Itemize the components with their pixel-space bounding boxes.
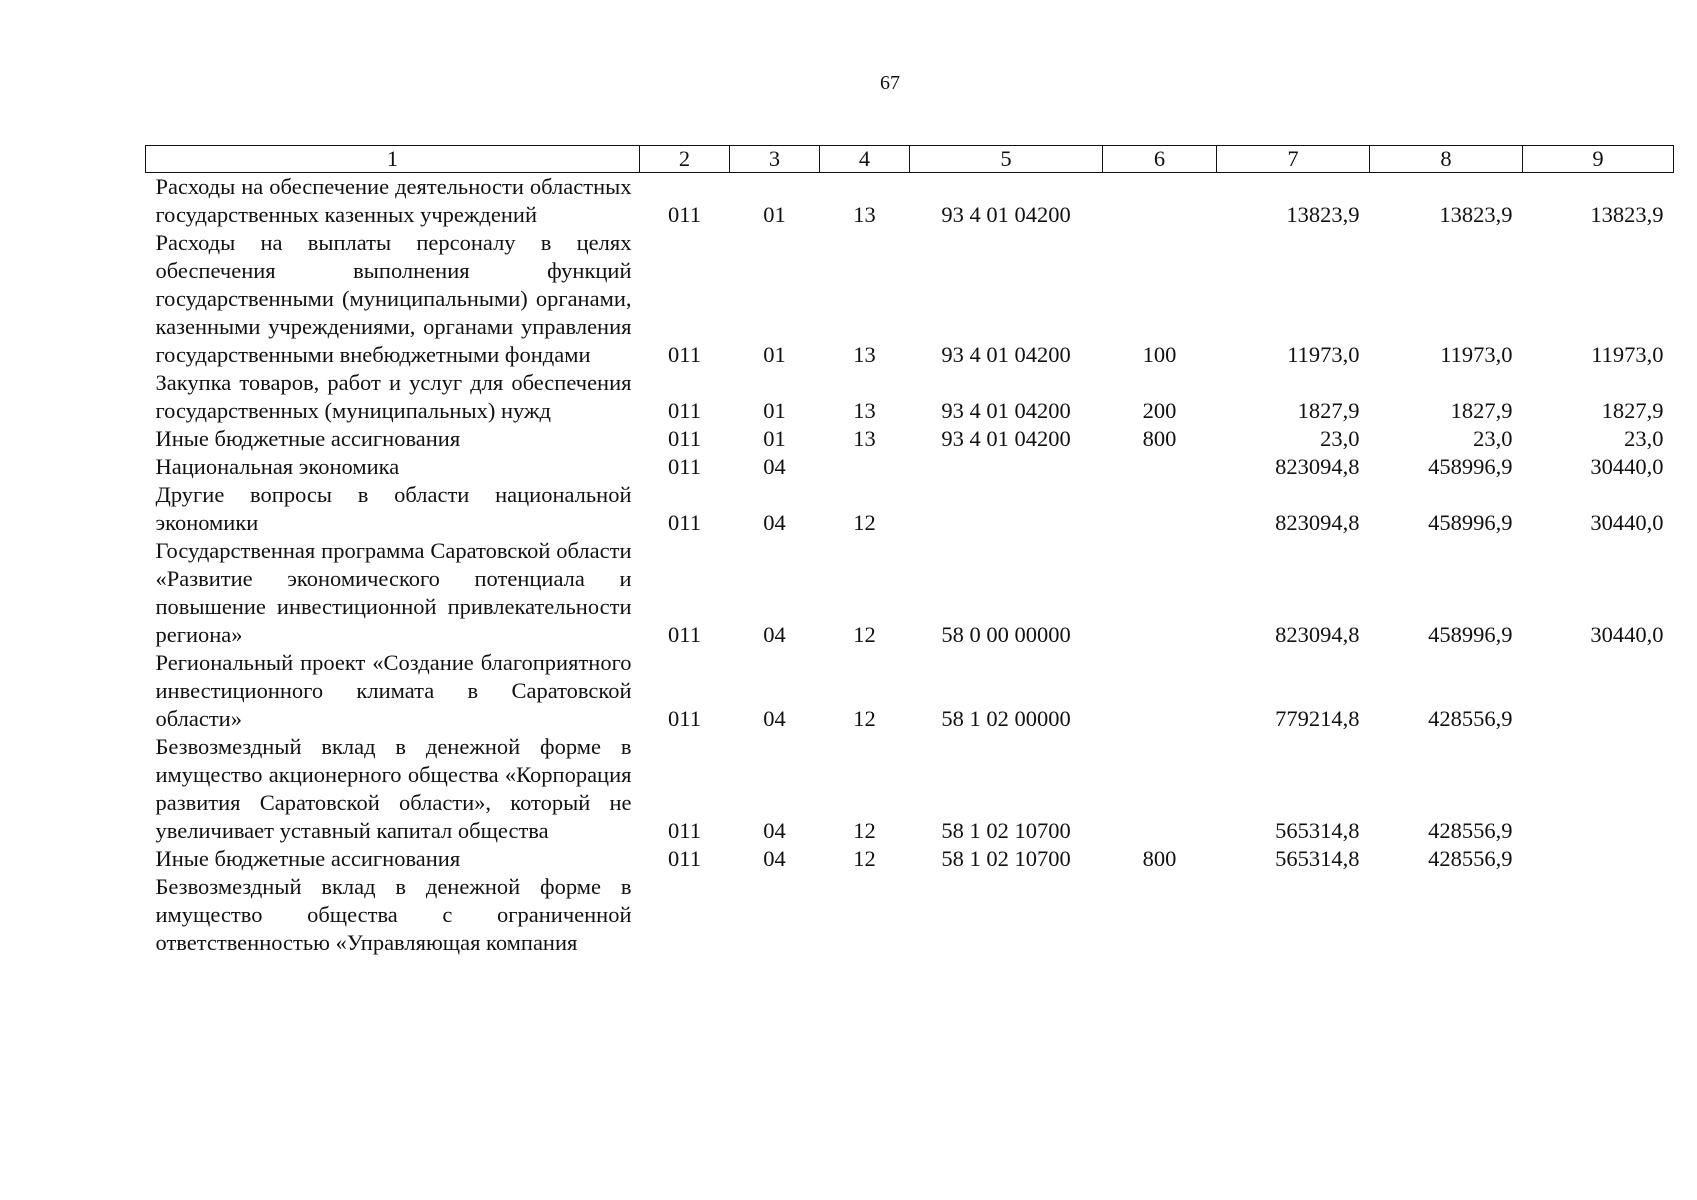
row-description: Расходы на обеспечение деятельности областных государственных казенных учреждений (155, 174, 632, 227)
row-description: Закупка товаров, работ и услуг для обеспечения государственных (муниципальных) нужд (155, 370, 632, 423)
cell-amount-year2: 458996,9 (1428, 622, 1513, 647)
cell-expense-type (1103, 733, 1217, 845)
cell-subsection: 13 (853, 202, 876, 227)
cell-amount-year3 (1523, 733, 1674, 845)
cell-target-article: 58 1 02 00000 (941, 706, 1071, 731)
cell-subsection: 12 (853, 818, 876, 843)
cell-expense-type (1103, 537, 1217, 649)
cell-amount-year3: 30440,0 (1590, 622, 1664, 647)
cell-section (730, 873, 820, 957)
cell-expense-type (1103, 173, 1217, 230)
cell-amount-year2: 458996,9 (1428, 454, 1513, 479)
cell-subsection: 12 (853, 510, 876, 535)
cell-amount-year3 (1523, 845, 1674, 873)
row-description: Региональный проект «Создание благоприятного инвестиционного климата в Саратовской области» (155, 650, 632, 731)
budget-table (145, 145, 1674, 957)
row-description: Государственная программа Саратовской области «Развитие экономического потенциала и повышение инвестиционной привлекательности региона» (155, 538, 632, 647)
header-cell: 7 (1217, 146, 1370, 173)
table-row (146, 453, 1674, 481)
cell-ministry-code: 011 (668, 818, 701, 843)
table-row (146, 845, 1674, 873)
cell-amount-year1: 823094,8 (1275, 622, 1360, 647)
cell-ministry-code: 011 (668, 510, 701, 535)
cell-expense-type (1103, 453, 1217, 481)
cell-target-article: 58 1 02 10700 (941, 818, 1071, 843)
cell-target-article (910, 453, 1103, 481)
table-row (146, 425, 1674, 453)
cell-amount-year3: 11973,0 (1591, 342, 1664, 367)
cell-section: 01 (763, 398, 786, 423)
table-row (146, 481, 1674, 537)
row-description: Другие вопросы в области национальной экономики (155, 482, 632, 535)
header-cell: 4 (820, 146, 910, 173)
page-number: 67 (880, 72, 900, 94)
cell-amount-year1: 1827,9 (1297, 398, 1360, 423)
cell-ministry-code: 011 (668, 398, 701, 423)
cell-amount-year2: 13823,9 (1439, 202, 1513, 227)
cell-expense-type: 200 (1142, 398, 1177, 423)
cell-expense-type (1103, 873, 1217, 957)
cell-section: 04 (763, 622, 786, 647)
cell-amount-year1: 565314,8 (1275, 818, 1360, 843)
header-cell: 1 (146, 146, 640, 173)
cell-amount-year2: 1827,9 (1450, 398, 1513, 423)
table-row (146, 369, 1674, 425)
cell-amount-year1: 823094,8 (1275, 510, 1360, 535)
row-description: Иные бюджетные ассигнования (155, 846, 461, 871)
cell-subsection: 13 (853, 398, 876, 423)
cell-target-article: 93 4 01 04200 (941, 342, 1071, 367)
cell-ministry-code: 011 (668, 622, 701, 647)
cell-ministry-code (640, 873, 730, 957)
cell-subsection (820, 453, 910, 481)
table-row (146, 873, 1674, 957)
cell-amount-year3: 30440,0 (1590, 454, 1664, 479)
cell-amount-year1: 565314,8 (1275, 846, 1360, 871)
cell-target-article: 93 4 01 04200 (941, 398, 1071, 423)
cell-section: 01 (763, 342, 786, 367)
cell-amount-year1 (1217, 873, 1370, 957)
cell-ministry-code: 011 (668, 706, 701, 731)
cell-ministry-code: 011 (668, 846, 701, 871)
cell-target-article: 58 1 02 10700 (941, 846, 1071, 871)
cell-target-article: 93 4 01 04200 (941, 426, 1071, 451)
table-body (146, 173, 1674, 958)
cell-section: 01 (763, 202, 786, 227)
cell-amount-year1: 779214,8 (1275, 706, 1360, 731)
cell-amount-year2 (1370, 873, 1523, 957)
cell-subsection: 12 (853, 622, 876, 647)
cell-target-article: 58 0 00 00000 (941, 622, 1071, 647)
cell-amount-year3 (1523, 873, 1674, 957)
header-row (146, 146, 1674, 173)
cell-amount-year3 (1523, 649, 1674, 733)
cell-subsection: 12 (853, 706, 876, 731)
header-cell: 3 (730, 146, 820, 173)
cell-ministry-code: 011 (668, 202, 701, 227)
table-header (146, 146, 1674, 173)
header-cell: 5 (910, 146, 1103, 173)
cell-section: 04 (763, 454, 786, 479)
cell-amount-year2: 428556,9 (1428, 706, 1513, 731)
cell-expense-type (1103, 649, 1217, 733)
cell-amount-year2: 428556,9 (1428, 818, 1513, 843)
cell-amount-year1: 23,0 (1320, 426, 1360, 451)
cell-amount-year3: 30440,0 (1590, 510, 1664, 535)
cell-target-article: 93 4 01 04200 (941, 202, 1071, 227)
table-row (146, 649, 1674, 733)
cell-amount-year2: 11973,0 (1440, 342, 1513, 367)
cell-ministry-code: 011 (668, 426, 701, 451)
cell-section: 04 (763, 818, 786, 843)
cell-amount-year2: 428556,9 (1428, 846, 1513, 871)
cell-subsection: 13 (853, 426, 876, 451)
cell-section: 04 (763, 510, 786, 535)
cell-expense-type (1103, 481, 1217, 537)
row-description: Безвозмездный вклад в денежной форме в имущество акционерного общества «Корпорация развития Саратовской области», который не увеличивает уставный капитал общества (155, 734, 632, 843)
cell-amount-year2: 458996,9 (1428, 510, 1513, 535)
cell-amount-year1: 13823,9 (1286, 202, 1360, 227)
cell-subsection: 13 (853, 342, 876, 367)
cell-subsection (820, 873, 910, 957)
header-cell: 2 (640, 146, 730, 173)
cell-target-article (910, 873, 1103, 957)
cell-amount-year3: 13823,9 (1590, 202, 1664, 227)
row-description: Безвозмездный вклад в денежной форме в имущество общества с ограниченной ответственностью «Управляющая компания (155, 874, 632, 955)
header-cell: 8 (1370, 146, 1523, 173)
cell-amount-year3: 23,0 (1624, 426, 1664, 451)
row-description: Национальная экономика (155, 454, 400, 479)
header-cell: 6 (1103, 146, 1217, 173)
cell-amount-year1: 11973,0 (1287, 342, 1360, 367)
cell-amount-year3: 1827,9 (1601, 398, 1664, 423)
header-cell: 9 (1523, 146, 1674, 173)
row-description: Иные бюджетные ассигнования (155, 426, 461, 451)
table-row (146, 173, 1674, 230)
cell-amount-year1: 823094,8 (1275, 454, 1360, 479)
row-description: Расходы на выплаты персоналу в целях обеспечения выполнения функций государственными (муниципальными) органами, казенными учреждениями, органами управления государственными внебюджетными фондами (155, 230, 632, 367)
cell-subsection: 12 (853, 846, 876, 871)
table-row (146, 733, 1674, 845)
cell-section: 04 (763, 846, 786, 871)
cell-section: 04 (763, 706, 786, 731)
cell-amount-year2: 23,0 (1473, 426, 1513, 451)
cell-target-article (910, 481, 1103, 537)
cell-section: 01 (763, 426, 786, 451)
cell-ministry-code: 011 (668, 454, 701, 479)
cell-expense-type: 100 (1142, 342, 1177, 367)
cell-ministry-code: 011 (668, 342, 701, 367)
table-row (146, 229, 1674, 369)
cell-expense-type: 800 (1142, 426, 1177, 451)
table-row (146, 537, 1674, 649)
cell-expense-type: 800 (1142, 846, 1177, 871)
